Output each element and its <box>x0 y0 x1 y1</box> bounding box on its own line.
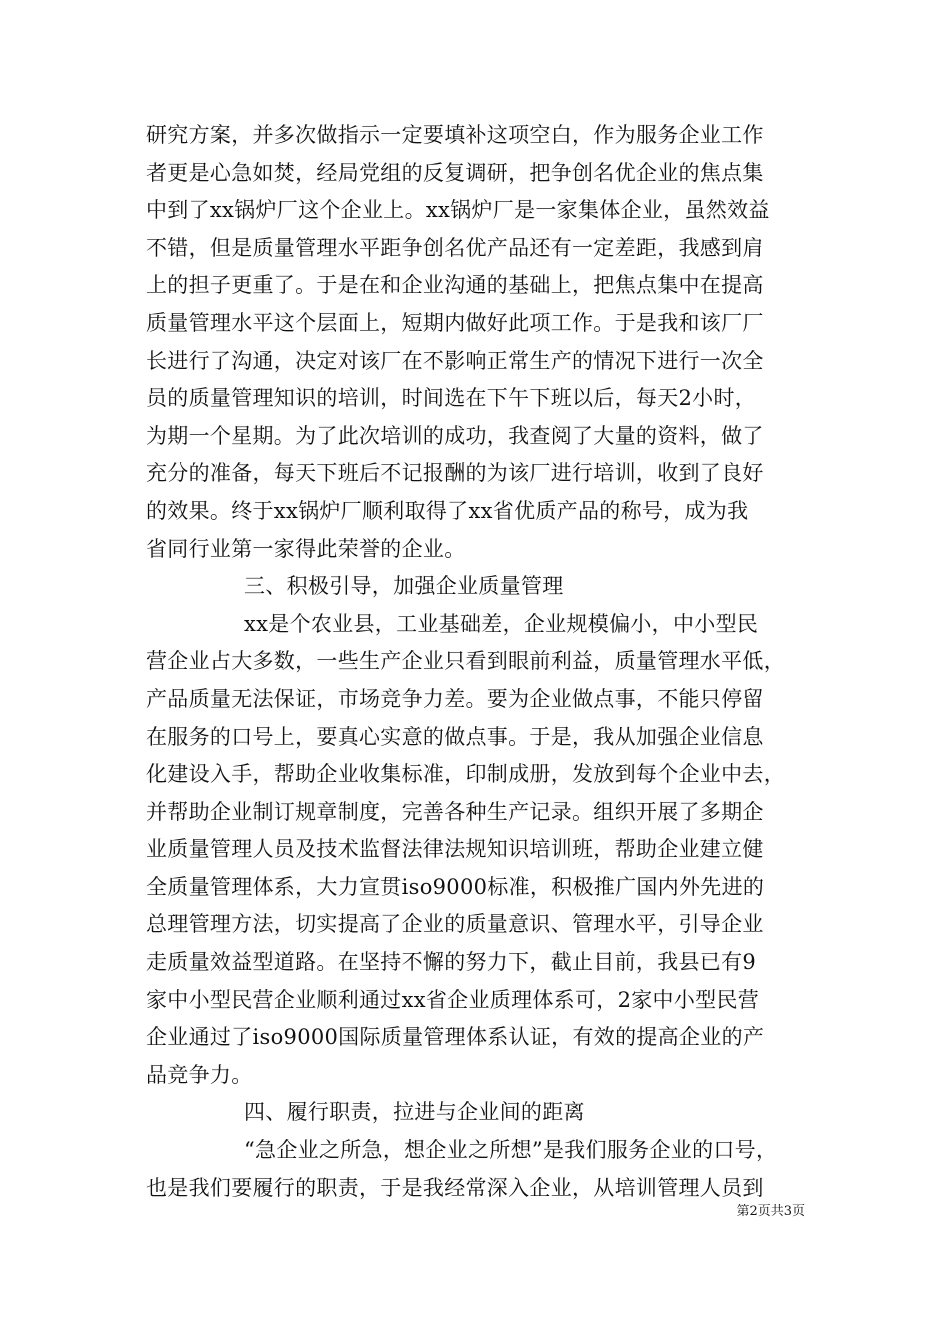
paragraph-line: 业质量管理人员及技术监督法律法规知识培训班，帮助企业建立健 <box>146 837 764 862</box>
paragraph-line: 长进行了沟通，决定对该厂在不影响正常生产的情况下进行一次全 <box>146 348 764 373</box>
paragraph-line: 研究方案，并多次做指示一定要填补这项空白，作为服务企业工作 <box>146 123 764 147</box>
paragraph-line: 并帮助企业制订规章制度，完善各种生产记录。组织开展了多期企 <box>146 799 764 824</box>
paragraph-line: 质量管理水平这个层面上，短期内做好此项工作。于是我和该厂厂 <box>146 310 764 335</box>
paragraph-line: 在服务的口号上，要真心实意的做点事。于是，我从加强企业信息 <box>146 724 764 749</box>
paragraph-line: 为期一个星期。为了此次培训的成功，我查阅了大量的资料，做了 <box>146 423 764 448</box>
paragraph-line: 总理管理方法，切实提高了企业的质量意识、管理水平，引导企业 <box>146 912 764 937</box>
section-heading-3: 三、积极引导，加强企业质量管理 <box>244 574 564 599</box>
paragraph-line: 上的担子更重了。于是在和企业沟通的基础上，把焦点集中在提高 <box>146 273 764 298</box>
paragraph-line: 也是我们要履行的职责，于是我经常深入企业，从培训管理人员到 <box>146 1175 764 1200</box>
paragraph-line: xx是个农业县，工业基础差，企业规模偏小，中小型民 <box>244 611 759 636</box>
paragraph-line: 营企业占大多数，一些生产企业只看到眼前利益，质量管理水平低， <box>146 649 785 674</box>
paragraph-line: 中到了xx锅炉厂这个企业上。xx锅炉厂是一家集体企业，虽然效益 <box>146 198 770 223</box>
page-number-footer: 第2页共3页 <box>736 1204 805 1219</box>
paragraph-line: 走质量效益型道路。在坚持不懈的努力下，截止目前，我县已有9 <box>146 950 757 975</box>
paragraph-line: 全质量管理体系，大力宣贯iso9000标准，积极推广国内外先进的 <box>146 874 765 899</box>
paragraph-line: 家中小型民营企业顺利通过xx省企业质理体系可，2家中小型民营 <box>146 987 760 1012</box>
paragraph-line: 员的质量管理知识的培训，时间选在下午下班以后，每天2小时， <box>146 386 757 411</box>
paragraph-line: 充分的准备，每天下班后不记报酬的为该厂进行培训，收到了良好 <box>146 461 764 486</box>
paragraph-line: 省同行业第一家得此荣誉的企业。 <box>146 536 466 561</box>
section-heading-4: 四、履行职责，拉进与企业间的距离 <box>244 1100 585 1125</box>
paragraph-line: 企业通过了iso9000国际质量管理体系认证，有效的提高企业的产 <box>146 1025 765 1050</box>
paragraph-line: “急企业之所急，想企业之所想”是我们服务企业的口号， <box>244 1138 778 1163</box>
paragraph-line: 的效果。终于xx锅炉厂顺利取得了xx省优质产品的称号，成为我 <box>146 498 749 523</box>
body-text <box>146 117 816 1207</box>
paragraph-line: 品竞争力。 <box>146 1062 253 1087</box>
paragraph-line: 不错，但是质量管理水平距争创名优产品还有一定差距，我感到肩 <box>146 235 764 260</box>
paragraph-line: 者更是心急如焚，经局党组的反复调研，把争创名优企业的焦点集 <box>146 160 764 185</box>
paragraph-line: 产品质量无法保证，市场竞争力差。要为企业做点事，不能只停留 <box>146 686 764 711</box>
paragraph-line: 化建设入手，帮助企业收集标准，印制成册，发放到每个企业中去， <box>146 762 785 787</box>
